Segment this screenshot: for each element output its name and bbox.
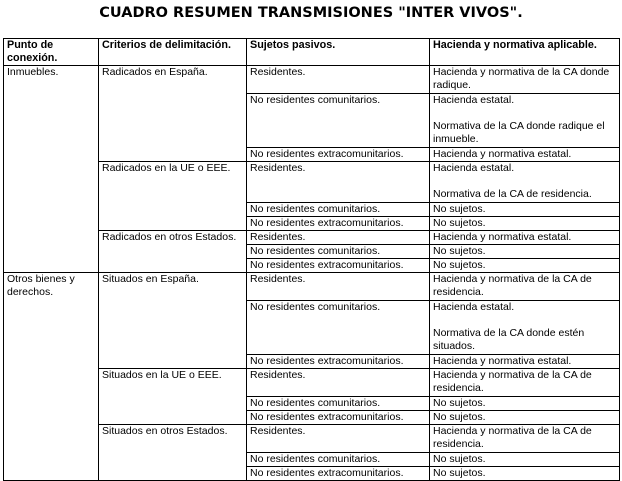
sujeto-cell: No residentes comunitarios. — [247, 245, 430, 259]
hacienda-text: Hacienda estatal. — [433, 301, 515, 313]
sujeto-cell: Residentes. — [247, 425, 430, 453]
criterio-situados-ue: Situados en la UE o EEE. — [99, 369, 247, 425]
criterio-situados-otros: Situados en otros Estados. — [99, 425, 247, 481]
document-title: CUADRO RESUMEN TRANSMISIONES "INTER VIVOS". — [99, 5, 523, 21]
hacienda-text: Normativa de la CA donde estén situados. — [433, 327, 585, 352]
sujeto-cell: No residentes extracomunitarios. — [247, 217, 430, 231]
sujeto-cell: No residentes comunitarios. — [247, 453, 430, 467]
table-row — [4, 66, 620, 94]
punto-inmuebles: Inmuebles. — [4, 66, 99, 273]
hacienda-text: Normativa de la CA de residencia. — [433, 188, 592, 200]
hacienda-cell: Hacienda y normativa estatal. — [430, 231, 620, 245]
hacienda-cell: No sujetos. — [430, 467, 620, 481]
hacienda-cell: Hacienda y normativa estatal. — [430, 355, 620, 369]
hacienda-cell: No sujetos. — [430, 397, 620, 411]
hacienda-cell — [430, 162, 620, 203]
sujeto-cell: No residentes comunitarios. — [247, 301, 430, 355]
header-criterios: Criterios de delimitación. — [99, 39, 247, 66]
sujeto-cell: No residentes extracomunitarios. — [247, 259, 430, 273]
sujeto-cell: No residentes extracomunitarios. — [247, 467, 430, 481]
criterio-radicados-espana: Radicados en España. — [99, 66, 247, 162]
header-row — [4, 39, 620, 66]
sujeto-cell: Residentes. — [247, 369, 430, 397]
hacienda-cell: No sujetos. — [430, 217, 620, 231]
hacienda-cell: Hacienda y normativa de la CA de residencia. — [430, 369, 620, 397]
punto-otros-bienes: Otros bienes y derechos. — [4, 273, 99, 481]
sujeto-cell: Residentes. — [247, 162, 430, 203]
header-hacienda-normativa: Hacienda y normativa aplicable. — [430, 39, 620, 66]
criterio-situados-espana: Situados en España. — [99, 273, 247, 369]
sujeto-cell: No residentes extracomunitarios. — [247, 148, 430, 162]
sujeto-cell: No residentes extracomunitarios. — [247, 411, 430, 425]
hacienda-cell: No sujetos. — [430, 411, 620, 425]
hacienda-text: Normativa de la CA donde radique el inmueble. — [433, 120, 605, 145]
criterio-radicados-otros: Radicados en otros Estados. — [99, 231, 247, 273]
hacienda-cell — [430, 301, 620, 355]
sujeto-cell: Residentes. — [247, 273, 430, 301]
sujeto-cell: No residentes comunitarios. — [247, 203, 430, 217]
sujeto-cell: No residentes extracomunitarios. — [247, 355, 430, 369]
hacienda-cell: No sujetos. — [430, 245, 620, 259]
hacienda-cell: Hacienda y normativa estatal. — [430, 148, 620, 162]
hacienda-text: Hacienda estatal. — [433, 94, 515, 106]
criterio-radicados-ue: Radicados en la UE o EEE. — [99, 162, 247, 231]
table-row — [4, 273, 620, 301]
sujeto-cell: Residentes. — [247, 66, 430, 94]
hacienda-cell: No sujetos. — [430, 453, 620, 467]
header-sujetos-pasivos: Sujetos pasivos. — [247, 39, 430, 66]
sujeto-cell: Residentes. — [247, 231, 430, 245]
hacienda-cell: No sujetos. — [430, 203, 620, 217]
summary-table — [3, 38, 620, 481]
hacienda-cell: No sujetos. — [430, 259, 620, 273]
header-punto-conexion: Punto de conexión. — [4, 39, 99, 66]
hacienda-cell: Hacienda y normativa de la CA donde radique. — [430, 66, 620, 94]
hacienda-text: Hacienda estatal. — [433, 162, 515, 174]
hacienda-cell — [430, 94, 620, 148]
hacienda-cell: Hacienda y normativa de la CA de residencia. — [430, 273, 620, 301]
hacienda-cell: Hacienda y normativa de la CA de residencia. — [430, 425, 620, 453]
sujeto-cell: No residentes comunitarios. — [247, 397, 430, 411]
sujeto-cell: No residentes comunitarios. — [247, 94, 430, 148]
